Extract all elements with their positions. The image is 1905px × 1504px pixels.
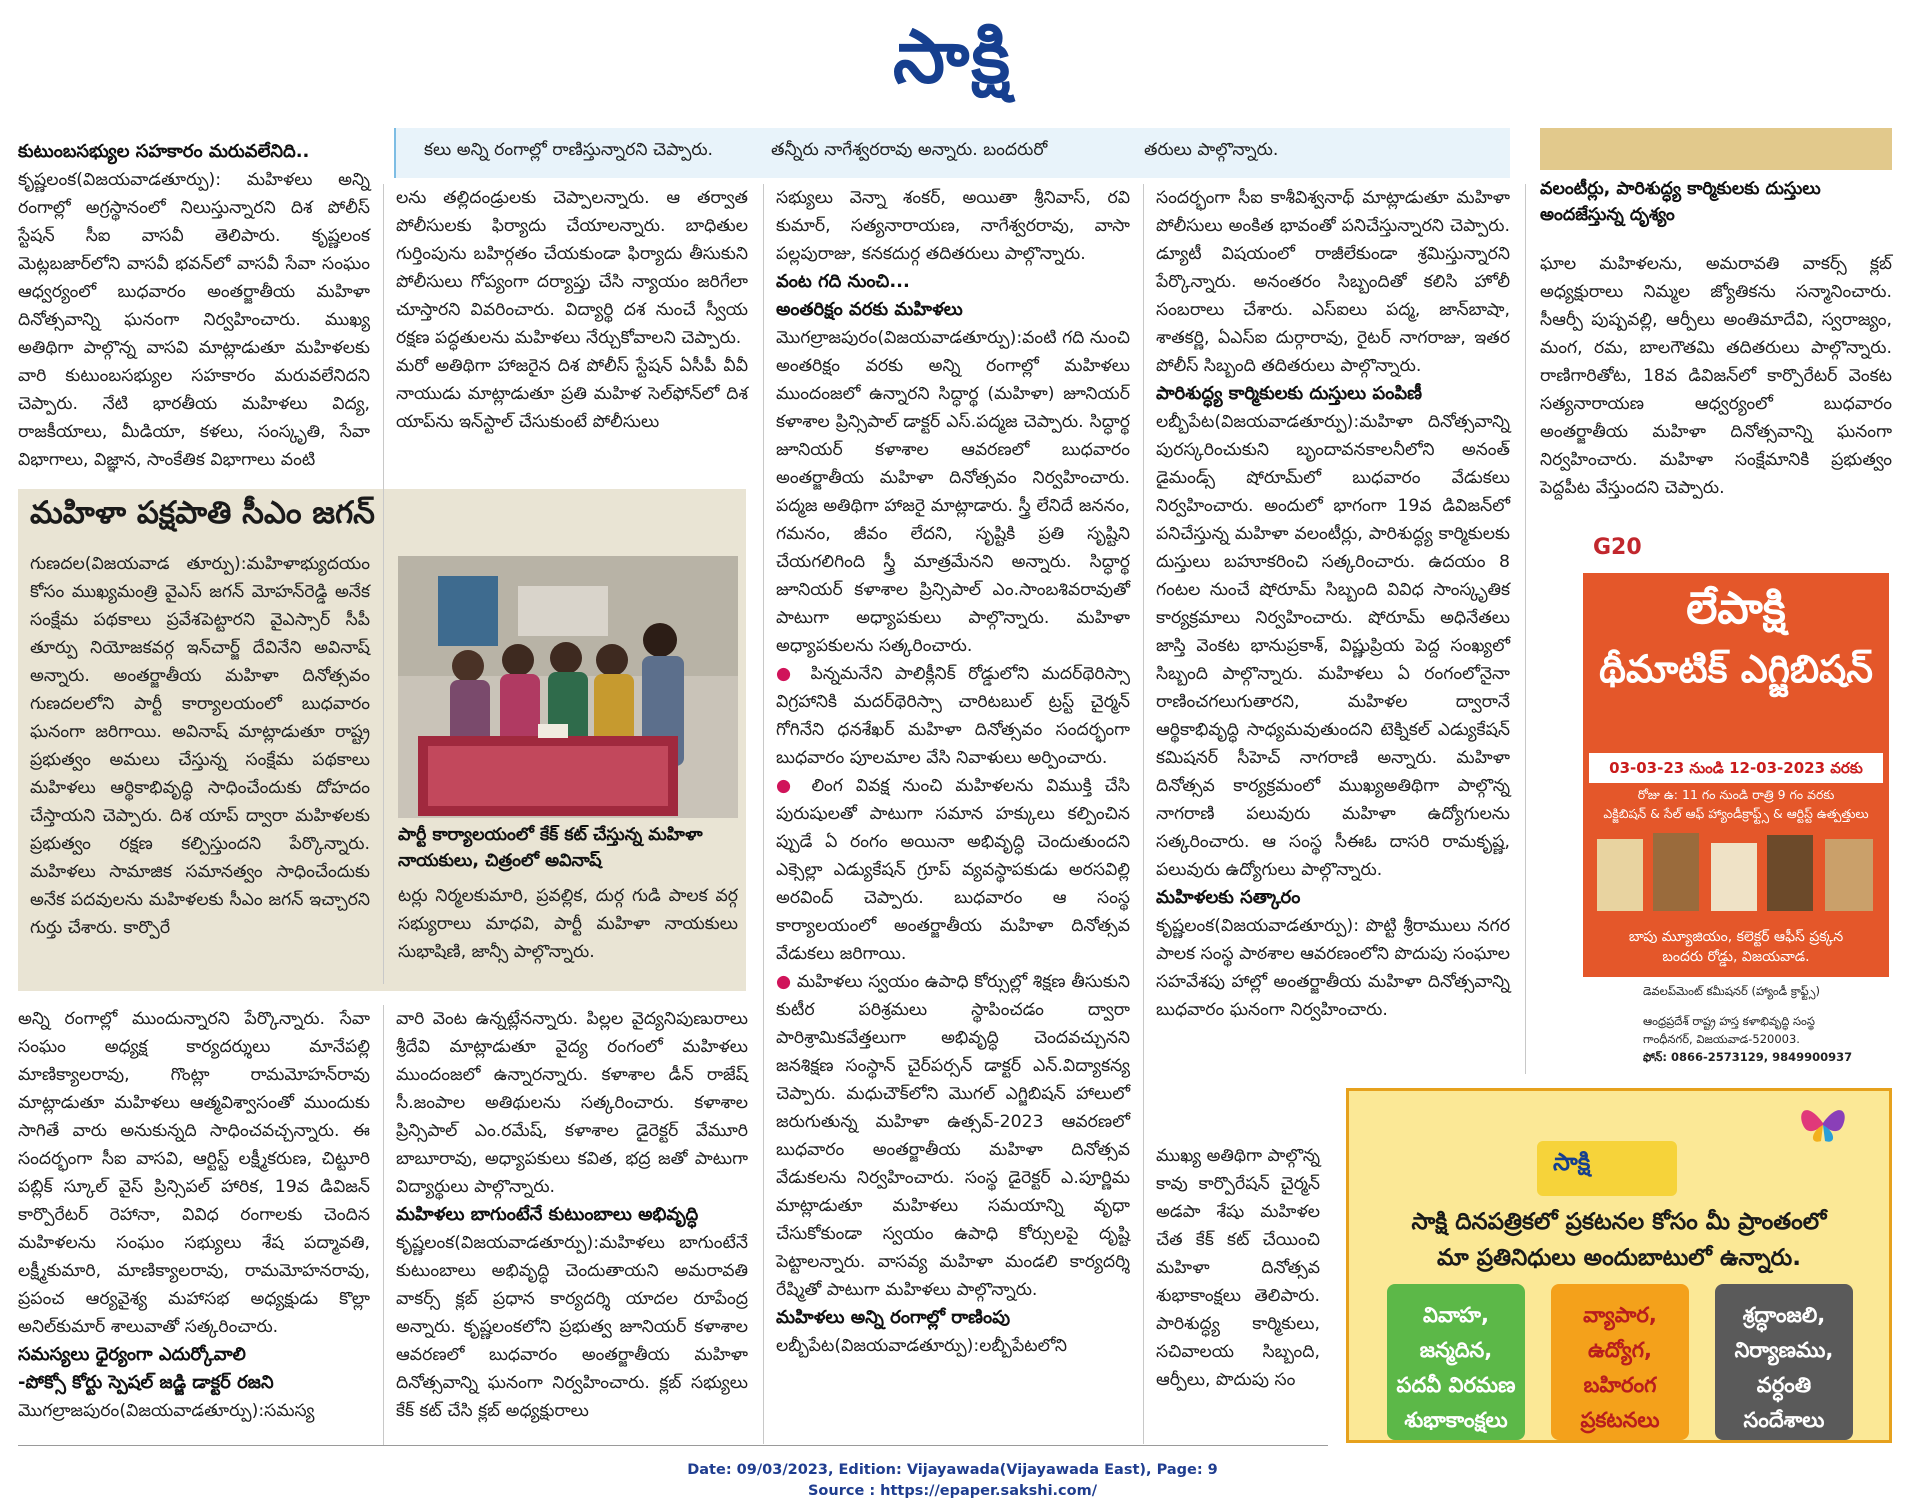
ad-dates: 03-03-23 నుండి 12-03-2023 వరకు: [1589, 753, 1883, 783]
bullet-item: ● పిన్నమనేని పాలిక్లీనిక్ రోడ్డులోని మదర్‌థెరిస్సా విగ్రహానికి మదర్‌థెరిస్సా చారిటబుల్ ట్రస్ట్ చైర్మన్ గోగినేని ధనశేఖర్ మహిళా దినోత్సవం సందర్భంగా బుధవారం పూలమాల వేసి నివాళులు అర్పించారు.: [776, 660, 1130, 772]
ad-time-line-2: ఎక్జిబిషన్ & సేల్ ఆఫ్ హ్యాండీక్రాఫ్ట్స్ & ఆర్టిస్ట్ ఉత్పత్తులు: [1603, 806, 1869, 821]
top-band-text-2: తన్నీరు నాగేశ్వరరావు అన్నారు. బందరురో: [771, 140, 1048, 160]
column-2-top: [396, 184, 748, 436]
article-paragraph: లబ్బీపేట(విజయవాడతూర్పు):లబ్బీపేటలోని: [776, 1336, 1068, 1356]
article-paragraph: కృష్ణలంక(విజయవాడతూర్పు): మహిళలు అన్ని రంగాల్లో అగ్రస్థానంలో నిలుస్తున్నారని దిశ పోలీస్ స్టేషన్ సీఐ వాసవీ తెలిపారు. కృష్ణలంక మెట్లబజార్‌లోని వాసవీ భవన్‌లో వాసవీ సేవా సంఘం ఆధ్వర్యంలో బుధవారం అంతర్జాతీయ మహిళా దినోత్సవాన్ని ఘనంగా నిర్వహించారు. ముఖ్య అతిథిగా పాల్గొన్న వాసవి మాట్లాడుతూ మహిళలకు వారి కుటుంబసభ్యుల సహకారం మరువలేనిదని చెప్పారు. నేటి భారతీయ మహిళలు విద్య, రాజకీయాలు, మీడియా, కళలు, సంస్కృతి, సేవా విభాగాలు, విజ్ఞాన, సాంకేతిక విభాగాలు వంటి: [18, 170, 370, 470]
ad-venue-line-1: బాపు మ్యూజియం, కలెక్టర్ ఆఫీస్ ప్రక్కన: [1628, 929, 1844, 945]
column-4-top: [1156, 184, 1510, 1024]
article-paragraph: మొగల్రాజపురం(విజయవాడతూర్పు):సమస్య: [18, 1401, 315, 1421]
ad-header: [1583, 525, 1889, 573]
ad-footer-line: గాంధీనగర్, విజయవాడ-520003.: [1643, 1032, 1800, 1046]
top-band-text-3: తరులు పాల్గొన్నారు.: [1144, 140, 1279, 160]
column-divider: [1143, 184, 1144, 1444]
ad-footer-phone: ఫోన్: 0866-2573129, 9849900937: [1643, 1050, 1853, 1064]
bullet-item: ● లింగ వివక్ష నుంచి మహిళలను విముక్తి చేసి పురుషులతో పాటుగా సమాన హక్కులు కల్పించిన ప్పుడే ఏ రంగం అయినా అభివృద్ధి చెందుతుందని ఎక్సెల్లా ఎడ్యుకేషన్ గ్రూప్ వ్యవస్థాపకుడు అరసవిల్లి అరవింద్ చెప్పారు. బుధవారం ఆ సంస్థ కార్యాలయంలో అంతర్జాతీయ మహిళా దినోత్సవ వేడుకలు జరిగాయి.: [776, 772, 1130, 968]
ad-time-line: రోజు ఉ: 11 గం నుండి రాత్రి 9 గం వరకు: [1637, 787, 1835, 802]
article-paragraph: కృష్ణలంక(విజయవాడతూర్పు): పొట్టి శ్రీరాములు నగర పాలక సంస్థ పాఠశాల ఆవరణంలోని పొదుపు సంఘాల సహవేశపు హాల్లో అంతర్జాతీయ మహిళా దినోత్సవాన్ని బుధవారం ఘనంగా నిర్వహించారు.: [1156, 916, 1510, 1020]
masthead-logo: సాక్షి: [893, 14, 1012, 100]
news-photo: [398, 556, 738, 818]
ad-card-business: [1551, 1284, 1689, 1440]
column-1-bottom: [18, 1005, 370, 1425]
ad-product-images: [1593, 825, 1879, 915]
column-3: [776, 184, 1130, 1360]
article-paragraph: మొగల్రాజపురం(విజయవాడతూర్పు):వంటి గది నుంచి అంతరిక్షం వరకు అన్ని రంగాల్లో మహిళలు ముందంజలో ఉన్నారని సిద్ధార్థ (మహిళా) జూనియర్ కళాశాల ప్రిన్సిపాల్ డాక్టర్ ఎస్.పద్మజ చెప్పారు. సిద్ధార్థ జూనియర్ కళాశాల ఆవరణలో బుధవారం అంతర్జాతీయ మహిళా దినోత్సవం నిర్వహించారు. పద్మజ అతిథిగా హాజరై మాట్లాడారు. స్త్రీ లేనిదే జననం, గమనం, జీవం లేదని, సృష్టికి ప్రతి సృష్టిని చేయగలిగింది స్త్రీ మాత్రమేనని అన్నారు. సిద్ధార్థ జూనియర్ కళాశాల ప్రిన్సిపాల్ ఎం.సాంబశివరావుతో పాటుగా అధ్యాపకులు పాల్గొన్నారు. మహిళా అధ్యాపకులను సత్కరించారు.: [776, 328, 1130, 656]
ad-card-greetings: [1387, 1284, 1525, 1440]
bullet-item: ● మహిళలు స్వయం ఉపాధి కోర్సుల్లో శిక్షణ తీసుకుని కుటీర పరిశ్రమలు స్థాపించడం ద్వారా పారిశ్రామికవేత్తలుగా అభివృద్ధి చెందవచ్చునని జనశిక్షణ సంస్థాన్ చైర్‌పర్సన్ డాక్టర్ ఎన్.విద్యాకన్య చెప్పారు. మధుచౌక్‌లోని మొగల్ ఎగ్జిబిషన్ హాలులో జరుగుతున్న మహిళా ఉత్సవ్-2023 ఆవరణలో బుధవారం అంతర్జాతీయ మహిళా దినోత్సవ వేడుకలను నిర్వహించారు. సంస్థ డైరెక్టర్ ఎ.పూర్ణిమ మాట్లాడుతూ మహిళలు సమయాన్ని వృధా చేసుకోకుండా స్వయం ఉపాధి కోర్సులపై దృష్టి పెట్టాలన్నారు. వాసవ్య మహిళా మండలి కార్యదర్శి రేష్మితో పాటుగా మహిళలు పాల్గొన్నారు.: [776, 968, 1130, 1304]
article-heading: మహిళలు బాగుంటేనే కుటుంబాలు అభివృద్ధి: [396, 1204, 699, 1225]
article-heading: కుటుంబసభ్యుల సహకారం మరువలేనిది..: [18, 141, 310, 162]
column-divider: [1525, 184, 1526, 1074]
boxed-article-body-2: [398, 882, 738, 966]
article-subheading: అంతరిక్షం వరకు మహిళలు: [776, 299, 963, 320]
article-heading: పారిశుద్ధ్య కార్మికులకు దుస్తులు పంపిణీ: [1156, 383, 1423, 404]
ad-card-text: వ్యాపార, ఉద్యోగ, బహిరంగ ప్రకటనలు: [1580, 1303, 1660, 1432]
ad-venue-line-2: బందరు రోడ్డు, విజయవాడ.: [1662, 949, 1810, 965]
page-bottom-rule: [18, 1445, 1328, 1446]
ad-footer: [1583, 977, 1889, 1073]
ad-line-2: మా ప్రతినిధులు అందుబాటులో ఉన్నారు.: [1437, 1245, 1801, 1271]
article-paragraph: అన్ని రంగాల్లో ముందున్నారని పేర్కొన్నారు. సేవా సంఘం అధ్యక్ష కార్యదర్శులు మానేపల్లి మాణిక్యాలరావు, గొంట్లా రామమోహన్‌రావు మాట్లాడుతూ మహిళలు ఆత్మవిశ్వాసంతో ముందుకు సాగితే వారు అనుకున్నది సాధించవచ్చన్నారు. ఈ సందర్భంగా సీఐ వాసవి, ఆర్టిస్ట్ లక్ష్మీకరుణ, చిట్టూరి పబ్లిక్ స్కూల్ వైస్ ప్రిన్సిపల్ హారిక, 19వ డివిజన్ కార్పొరేటర్ రెహానా, వివిధ రంగాలకు చెందిన మహిళలను సంఘం సభ్యులు శేష పద్మావతి, లక్ష్మీకుమారి, మాణిక్యాలరావు, రామమోహనరావు, ప్రపంచ ఆర్యవైశ్య మహాసభ అధ్యక్షుడు కొల్లా అనిల్‌కుమార్ శాలువాతో సత్కరించారు.: [18, 1009, 370, 1337]
ad-subtitle: థీమాటిక్ ఎగ్జిబిషన్: [1599, 647, 1873, 691]
photo-caption: పార్టీ కార్యాలయంలో కేక్ కట్ చేస్తున్న మహిళా నాయకులు, చిత్రంలో అవినాష్: [398, 825, 703, 871]
article-heading: వంట గది నుంచి...: [776, 271, 910, 292]
article-paragraph: సభ్యులు వెన్నా శంకర్, అయితా శ్రీనివాస్, రవి కుమార్, సత్యనారాయణ, నాగేశ్వరరావు, వాసా పల్లపురాజు, కనకదుర్గ తదితరులు పాల్గొన్నారు.: [776, 188, 1130, 264]
ad-footer-line: డెవలప్‌మెంట్ కమీషనర్ (హ్యాండీ క్రాఫ్ట్స్): [1643, 984, 1820, 998]
column-1-top: [18, 138, 370, 474]
ad-card-text: వివాహ, జన్మదిన, పదవీ విరమణ శుభాకాంక్షలు: [1396, 1303, 1516, 1432]
column-divider: [383, 1005, 384, 1445]
article-heading: మహిళలు అన్ని రంగాల్లో రాణింపు: [776, 1307, 1011, 1328]
g20-badge: G20: [1593, 535, 1642, 560]
top-right-photo: [1540, 128, 1892, 170]
article-paragraph: వారి వెంట ఉన్నట్లేనన్నారు. పిల్లల వైద్యనిపుణురాలు శ్రీదేవి మాట్లాడుతూ వైద్య రంగంలో మహిళలు ముందంజలో ఉన్నారన్నారు. కళాశాల డీన్ రాజేష్ సీ.జంపాల అతిథులను సత్కరించారు. కళాశాల ప్రిన్సిపాల్ ఎం.రమేష్, కళాశాల డైరెక్టర్ వేమూరి బాబూరావు, అధ్యాపకులు కవిత, భద్ర జతో పాటుగా విద్యార్థులు పాల్గొన్నారు.: [396, 1009, 748, 1197]
ad-time: [1589, 787, 1883, 825]
ad-card-text: శ్రద్ధాంజలి, నిర్యాణము, వర్ధంతి సందేశాలు: [1734, 1303, 1834, 1432]
butterfly-icon: [1797, 1101, 1849, 1147]
column-2-bottom: [396, 1005, 748, 1425]
column-5: [1540, 250, 1892, 502]
ad-card-obituary: [1715, 1284, 1853, 1440]
article-paragraph: టర్లు నిర్మలకుమారి, ప్రవల్లిక, దుర్గ గుడి పాలక వర్గ సభ్యురాలు మాధవి, పార్టీ మహిళా నాయకులు సుభాషిణి, జాన్సీ పాల్గొన్నారు.: [398, 886, 738, 962]
ad-title: లేపాక్షి: [1686, 583, 1786, 634]
sakshi-classifieds-advertisement[interactable]: [1346, 1088, 1892, 1443]
top-band: [394, 128, 1510, 178]
boxed-article-title: మహిళా పక్షపాతి సీఎం జగన్: [30, 495, 375, 531]
ad-venue: [1583, 927, 1889, 967]
article-paragraph: ముఖ్య అతిథిగా పాల్గొన్న కావు కార్పొరేషన్ చైర్మన్ అడపా శేషు మహిళల చేత కేక్ కట్ చేయించి మహిళా దినోత్సవ శుభాకాంక్షలు తెలిపారు. పారిశుద్ధ్య కార్మికులు, సచివాలయ సిబ్బంది, ఆర్పీలు, పొదుపు సం: [1156, 1146, 1320, 1390]
article-paragraph: కృష్ణలంక(విజయవాడతూర్పు):మహిళలు బాగుంటేనే కుటుంబాలు అభివృద్ధి చెందుతాయని అమరావతి వాకర్స్ క్లబ్ ప్రధాన కార్యదర్శి యాదల రూపేంద్ర అన్నారు. కృష్ణలంకలోని ప్రభుత్వ జూనియర్ కళాశాల ఆవరణలో బుధవారం అంతర్జాతీయ మహిళా దినోత్సవాన్ని ఘనంగా నిర్వహించారు. క్లబ్ సభ్యులు కేక్ కట్ చేసి క్లబ్ అధ్యక్షురాలు: [396, 1233, 748, 1421]
boxed-article-title-bar: [18, 489, 746, 539]
article-paragraph: సందర్భంగా సీఐ కాశీవిశ్వనాథ్ మాట్లాడుతూ మహిళా పోలీసులు అంకిత భావంతో పనిచేస్తున్నారని చెప్పారు. డ్యూటీ విషయంలో రాజీలేకుండా శ్రమిస్తున్నారని పేర్కొన్నారు. అనంతరం సిబ్బందితో కలిసి హోలీ సంబరాలు చేశారు. ఎస్ఐలు పద్మ, జాన్‌బాషా, శాతకర్ణి, ఏఎస్ఐ దుర్గారావు, రైటర్ నాగరాజు, ఇతర పోలీస్ సిబ్బంది తదితరులు పాల్గొన్నారు.: [1156, 188, 1510, 376]
photo-caption: వలంటీర్లు, పారిశుద్ధ్య కార్మికులకు దుస్తులు అందజేస్తున్న దృశ్యం: [1540, 179, 1821, 225]
boxed-article-body: [30, 550, 370, 942]
source-link[interactable]: Source : https://epaper.sakshi.com/: [807, 1483, 1098, 1499]
article-paragraph: మరో అతిథిగా హాజరైన దిశ పోలీస్ స్టేషన్ ఏసీపీ వీవీ నాయుడు మాట్లాడుతూ ప్రతి మహిళ సెల్‌ఫోన్‌లో దిశ యాప్‌ను ఇన్‌స్టాల్ చేసుకుంటే పోలీసులు: [396, 356, 748, 432]
article-subheading: -పోక్సో కోర్టు స్పెషల్ జడ్జి డాక్టర్ రజని: [18, 1372, 274, 1393]
column-4-bottom: [1156, 1142, 1320, 1394]
column-divider: [763, 184, 764, 1444]
column-divider: [383, 184, 384, 984]
article-heading: సమస్యలు ధైర్యంగా ఎదుర్కోవాలి: [18, 1344, 246, 1365]
lepakshi-advertisement[interactable]: [1583, 525, 1889, 1073]
ad-footer-line: ఆంధ్రప్రదేశ్ రాష్ట్ర హస్త కళాభివృద్ధి సంస్థ: [1643, 1014, 1815, 1028]
article-heading: మహిళలకు సత్కారం: [1156, 887, 1301, 908]
article-paragraph: ఘాల మహిళలను, అమరావతి వాకర్స్ క్లబ్ అధ్యక్షురాలు నిమ్మల జ్యోతికను సన్మానించారు. సీఆర్పీ పుష్పవల్లి, ఆర్పీలు అంతిమాదేవి, స్వరాజ్యం, మంగ, రమ, బాలగౌతమి తదితరులు పాల్గొన్నారు. రాణిగారితోట, 18వ డివిజన్‌లో కార్పొరేటర్ వెంకట సత్యనారాయణ ఆధ్వర్యంలో బుధవారం అంతర్జాతీయ మహిళా దినోత్సవాన్ని ఘనంగా నిర్వహించారు. మహిళా సంక్షేమానికి ప్రభుత్వం పెద్దపీట వేస్తుందని చెప్పారు.: [1540, 254, 1892, 498]
news-photo-image: [398, 556, 738, 818]
sakshi-logo: [1537, 1141, 1677, 1196]
article-paragraph: లబ్బీపేట(విజయవాడతూర్పు):మహిళా దినోత్సవాన్ని పురస్కరించుకుని బృందావనకాలనీలోని అనంత్ డైమండ్స్ షోరూమ్‌లో బుధవారం వేడుకలు నిర్వహించారు. అందులో భాగంగా 19వ డివిజన్‌లో పనిచేస్తున్న మహిళా వలంటీర్లు, పారిశుద్ధ్య కార్మికులకు దుస్తులు బహూకరించి సత్కరించారు. ఉదయం 8 గంటల నుంచే షోరూమ్ సిబ్బంది వివిధ సాంస్కృతిక కార్యక్రమాలు నిర్వహించారు. షోరూమ్ అధినేతలు జాస్తి వెంకట భానుప్రకాశ్, విష్ణుప్రియ పెద్ద సంఖ్యలో సిబ్బంది పాల్గొన్నారు. మహిళలు ఏ రంగంలోనైనా రాణించగలుగుతారని, మహిళల ద్వారానే ఆర్థికాభివృద్ధి సాధ్యమవుతుందని టెక్నికల్ ఎడ్యుకేషన్ కమిషనర్ సీహెచ్ నాగరాణి అన్నారు. మహిళా దినోత్సవ కార్యక్రమంలో ముఖ్యఅతిథిగా పాల్గొన్న నాగరాణి పలువురు మహిళా ఉద్యోగులను సత్కరించారు. ఆ సంస్థ సీఈఓ దాసరి రామకృష్ణ, పలువురు ఉద్యోగులు పాల్గొన్నారు.: [1156, 412, 1510, 880]
article-paragraph: లను తల్లిదండ్రులకు చెప్పాలన్నారు. ఆ తర్వాత పోలీసులకు ఫిర్యాదు చేయాలన్నారు. బాధితుల గుర్తింపును బహిర్గతం చేయకుండా ఫిర్యాదు తీసుకుని పోలీసులు గోప్యంగా దర్యాప్తు చేసి న్యాయం జరిగేలా చూస్తారని వివరించారు. విద్యార్థి దశ నుంచే స్వీయ రక్షణ పద్ధతులను మహిళలు నేర్చుకోవాలని చెప్పారు.: [396, 188, 748, 348]
article-paragraph: గుణదల(విజయవాడ తూర్పు):మహిళాభ్యుదయం కోసం ముఖ్యమంత్రి వైఎస్ జగన్ మోహన్‌రెడ్డి అనేక సంక్షేమ పథకాలు ప్రవేశపెట్టారని వైఎస్సార్ సీపీ తూర్పు నియోజకవర్గ ఇన్‌చార్జ్ దేవినేని అవినాష్ అన్నారు. అంతర్జాతీయ మహిళా దినోత్సవం గుణదలలోని పార్టీ కార్యాలయంలో బుధవారం ఘనంగా జరిగాయి. అవినాష్ మాట్లాడుతూ రాష్ట్ర ప్రభుత్వం అమలు చేస్తున్న సంక్షేమ పథకాలు మహిళలు ఆర్థికాభివృద్ధి సాధించేందుకు దోహదం చేస్తాయని చెప్పారు. దిశ యాప్ ద్వారా మహిళలకు ప్రభుత్వం రక్షణ కల్పిస్తుందని పేర్కొన్నారు. మహిళలు సామాజిక సమానత్వం సాధించేందుకు అనేక పదవులను మహిళలకు సీఎం జగన్ ఇచ్చారని గుర్తు చేశారు. కార్పొరే: [30, 554, 370, 938]
top-band-text-1: కలు అన్ని రంగాల్లో రాణిస్తున్నారని చెప్పారు.: [424, 140, 714, 160]
edition-info: Date: 09/03/2023, Edition: Vijayawada(Vijayawada East), Page: 9: [687, 1462, 1218, 1478]
ad-line-1: సాక్షి దినపత్రికలో ప్రకటనల కోసం మీ ప్రాంతంలో: [1411, 1209, 1827, 1235]
sakshi-logo-text: సాక్షి: [1553, 1148, 1591, 1176]
